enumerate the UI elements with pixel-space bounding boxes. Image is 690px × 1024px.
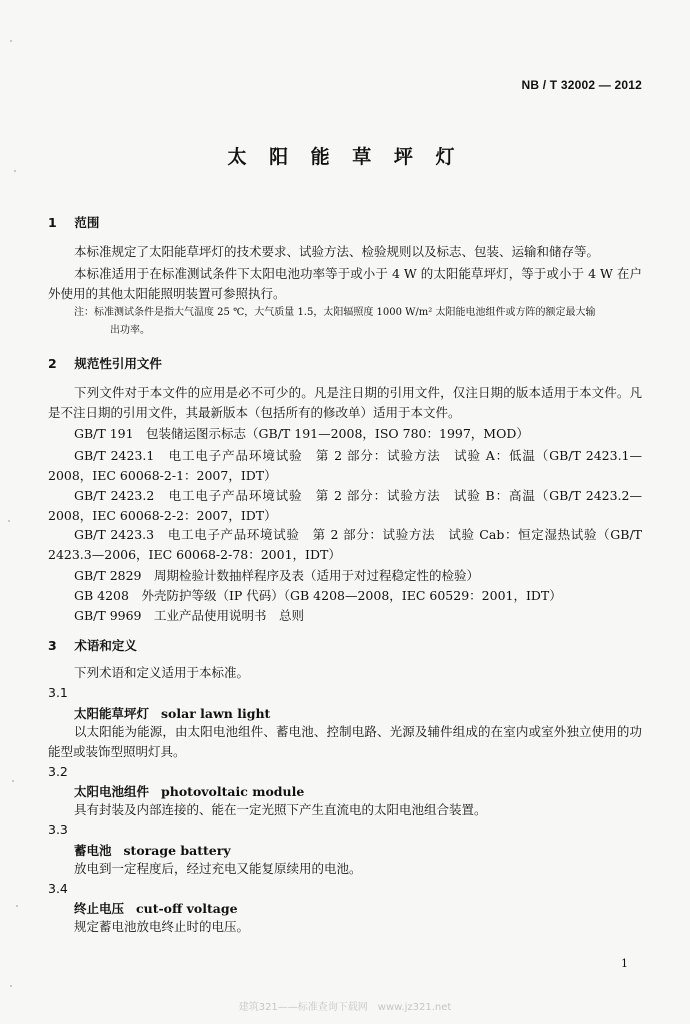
term-name <box>74 704 270 722</box>
term-number: 3.4 <box>48 881 68 896</box>
term-name-cn: 太阳能草坪灯 <box>74 706 150 721</box>
page-number: 1 <box>621 957 628 970</box>
section-title: 范围 <box>74 215 100 230</box>
section-1-heading <box>48 213 99 231</box>
term-definition: 放电到一定程度后，经过充电又能复原续用的电池。 <box>74 861 362 876</box>
ref-item: GB/T 2423.1 电工电子产品环境试验 第 2 部分：试验方法 试验 A：低温（GB/T 2423.1—2008，IEC 60068-2-1：2007，IDT） <box>48 448 642 483</box>
ref-item: GB/T 2423.2 电工电子产品环境试验 第 2 部分：试验方法 试验 B：高温（GB/T 2423.2—2008，IEC 60068-2-2：2007，IDT） <box>48 488 642 523</box>
ref-item: GB/T 2829 周期检验计数抽样程序及表（适用于对过程稳定性的检验） <box>74 568 480 583</box>
scan-speck <box>10 40 12 42</box>
note-continuation: 出功率。 <box>110 325 150 336</box>
term-name-en: cut-off voltage <box>136 901 238 916</box>
term-name-en: solar lawn light <box>161 706 271 721</box>
scope-paragraph-2: 本标准适用于在标准测试条件下太阳电池功率等于或小于 4 W 的太阳能草坪灯，等于或小于 4 W 在户外使用的其他太阳能照明装置可参照执行。 <box>48 266 642 301</box>
ref-item: GB/T 2423.3 电工电子产品环境试验 第 2 部分：试验方法 试验 Cab：恒定湿热试验（GB/T 2423.3—2006，IEC 60068-2-78：2001，IDT） <box>48 527 642 562</box>
section-title: 规范性引用文件 <box>74 356 162 371</box>
term-name <box>74 841 231 859</box>
scan-speck <box>16 905 18 907</box>
section-title: 术语和定义 <box>74 638 137 653</box>
scan-speck <box>10 985 12 987</box>
term-name-en: storage battery <box>123 843 231 858</box>
term-name-cn: 终止电压 <box>74 901 125 916</box>
term-definition: 规定蓄电池放电终止时的电压。 <box>74 919 250 934</box>
ref-item: GB 4208 外壳防护等级（IP 代码）（GB 4208—2008，IEC 60529：2001，IDT） <box>74 588 562 603</box>
term-number: 3.2 <box>48 764 68 779</box>
scope-note <box>74 304 642 340</box>
term-number: 3.1 <box>48 685 68 700</box>
scan-speck <box>8 520 10 522</box>
term-name-cn: 太阳电池组件 <box>74 784 150 799</box>
standard-number: NB / T 32002 — 2012 <box>521 78 642 92</box>
term-name-en: photovoltaic module <box>161 784 305 799</box>
section-number: 1 <box>48 215 57 230</box>
term-definition: 具有封装及内部连接的、能在一定光照下产生直流电的太阳电池组合装置。 <box>74 802 487 817</box>
document-title: 太 阳 能 草 坪 灯 <box>227 146 463 168</box>
watermark: 建筑321——标准查询下载网 www.jz321.net <box>238 1002 452 1013</box>
scan-speck <box>14 170 16 172</box>
refs-intro: 下列文件对于本文件的应用是必不可少的。凡是注日期的引用文件，仅注日期的版本适用于本文件。凡是不注日期的引用文件，其最新版本（包括所有的修改单）适用于本文件。 <box>48 385 642 420</box>
scope-paragraph-1: 本标准规定了太阳能草坪灯的技术要求、试验方法、检验规则以及标志、包装、运输和储存等。 <box>74 244 600 259</box>
term-name-cn: 蓄电池 <box>74 843 112 858</box>
section-2-heading <box>48 354 162 372</box>
section-number: 2 <box>48 356 57 371</box>
term-definition: 以太阳能为能源，由太阳电池组件、蓄电池、控制电路、光源及辅件组成的在室内或室外独立使用的功能型或装饰型照明灯具。 <box>48 724 642 759</box>
term-name <box>74 899 238 917</box>
note-text: 标准测试条件是指大气温度 25 ℃，大气质量 1.5，太阳辐照度 1000 W/m² 太阳能电池组件或方阵的额定最大输 <box>94 307 596 318</box>
term-number: 3.3 <box>48 822 68 837</box>
note-label: 注： <box>74 307 94 318</box>
section-3-heading <box>48 636 137 654</box>
ref-item: GB/T 9969 工业产品使用说明书 总则 <box>74 608 305 623</box>
term-name <box>74 782 304 800</box>
ref-item: GB/T 191 包装储运图示标志（GB/T 191—2008，ISO 780：1997，MOD） <box>74 426 529 441</box>
scan-speck <box>12 780 14 782</box>
terms-intro: 下列术语和定义适用于本标准。 <box>74 665 250 680</box>
section-number: 3 <box>48 638 57 653</box>
